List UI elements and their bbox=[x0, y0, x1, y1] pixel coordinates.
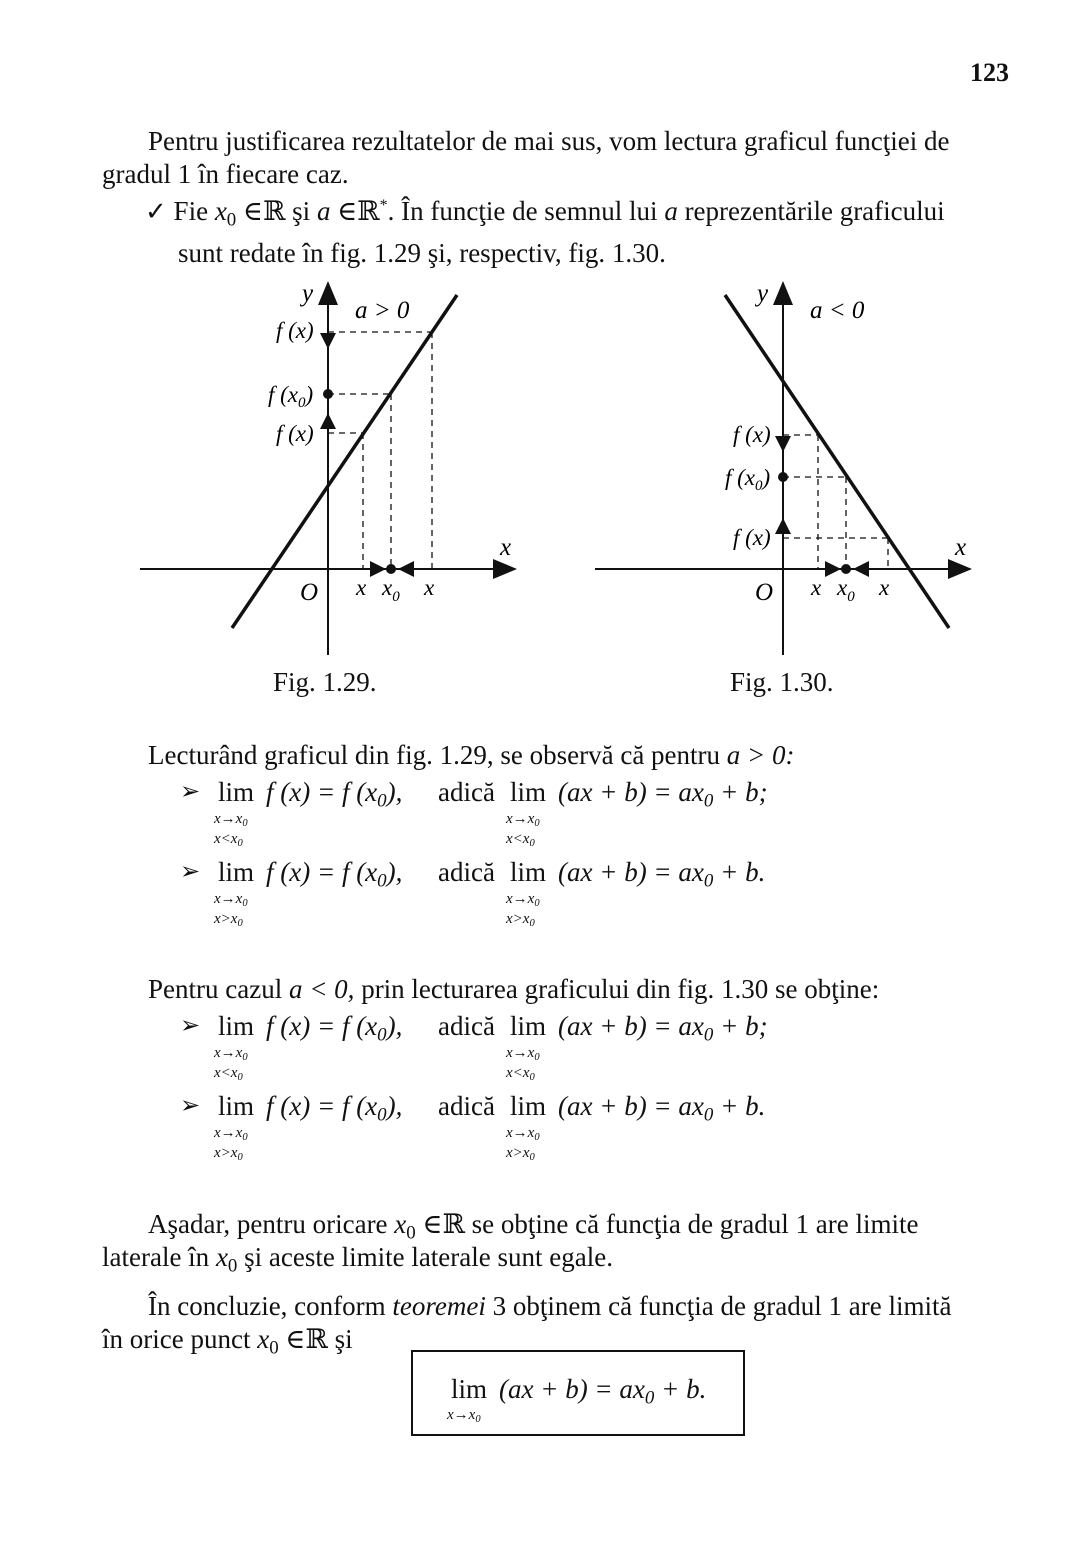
fx-top-label: f (x) bbox=[733, 422, 771, 447]
conclusion-1-line-2: laterale în $x_0$ şi aceste limite laterale sunt egale. bbox=[102, 1242, 613, 1277]
fx0-label: f $(x_0)$ bbox=[725, 465, 771, 494]
conclusion-2-line-1: În concluzie, conform teoremei 3 obţinem că funcţia de gradul 1 are limită bbox=[148, 1291, 952, 1321]
final-formula-box: lim $(ax + b) = ax_0 + b$. $x\to x_0$ bbox=[411, 1350, 745, 1436]
x-label: x bbox=[500, 534, 512, 561]
tick-x-right: x bbox=[424, 575, 435, 600]
point-x0 bbox=[386, 564, 396, 574]
conclusion-2-line-2: în orice punct $x_0$ ∈ℝ şi bbox=[102, 1324, 353, 1359]
fx0-label: f $(x_0)$ bbox=[268, 382, 314, 411]
bullet1-line-2: sunt redate în fig. 1.29 şi, respectiv, fig. 1.30. bbox=[178, 238, 666, 268]
y-label: y bbox=[757, 280, 769, 307]
figure-1-30 bbox=[585, 275, 985, 655]
y-label: y bbox=[302, 280, 314, 307]
tick-x-right: x bbox=[879, 575, 890, 600]
x-label: x bbox=[955, 534, 967, 561]
arrow-bullet-icon: ➢ bbox=[180, 859, 201, 885]
origin-label: O bbox=[755, 579, 774, 606]
cond-label: a > 0 bbox=[355, 297, 410, 324]
cond-label: a < 0 bbox=[810, 297, 865, 324]
reading-1: Lecturând graficul din fig. 1.29, se observă că pentru a > 0: bbox=[148, 740, 795, 770]
arrow-bullet-icon: ➢ bbox=[180, 1013, 201, 1039]
point-fx0 bbox=[778, 472, 788, 482]
reading-2: Pentru cazul a < 0, prin lecturarea graficului din fig. 1.30 se obţine: bbox=[148, 974, 880, 1004]
tick-x0: $x_0$ bbox=[837, 575, 855, 605]
tick-x-left: x bbox=[811, 575, 822, 600]
caption-fig-1-30: Fig. 1.30. bbox=[730, 667, 834, 697]
point-x0 bbox=[841, 564, 851, 574]
intro-line-1: Pentru justificarea rezultatelor de mai sus, vom lectura graficul funcţiei de bbox=[148, 126, 950, 156]
bullet1-in-r: ∈ℝ şi bbox=[243, 196, 311, 226]
point-fx0 bbox=[323, 389, 333, 399]
origin-label: O bbox=[300, 579, 319, 606]
tick-x-left: x bbox=[356, 575, 367, 600]
intro-line-2: gradul 1 în fiecare caz. bbox=[102, 159, 349, 189]
arrow-bullet-icon: ➢ bbox=[180, 1093, 201, 1119]
fx-bottom-label: f (x) bbox=[276, 421, 314, 446]
fx-bottom-label: f (x) bbox=[733, 525, 771, 550]
bullet1-fie: Fie bbox=[173, 196, 209, 226]
fx-top-label: f (x) bbox=[276, 318, 314, 343]
bullet1-x0: x bbox=[214, 196, 227, 226]
bullet-checkmark: ✓ Fie $x_0$ ∈ℝ şi a ∈ℝ*. În funcţie de semnul lui a reprezentările graficului bbox=[145, 196, 945, 231]
figure-1-29 bbox=[130, 275, 530, 655]
arrow-bullet-icon: ➢ bbox=[180, 779, 201, 805]
check-icon: ✓ bbox=[145, 197, 167, 227]
caption-fig-1-29: Fig. 1.29. bbox=[273, 667, 377, 697]
tick-x0: $x_0$ bbox=[382, 575, 400, 605]
page-number: 123 bbox=[970, 58, 1009, 87]
conclusion-1-line-1: Aşadar, pentru oricare $x_0$ ∈ℝ se obţine că funcţia de gradul 1 are limite bbox=[148, 1209, 919, 1244]
